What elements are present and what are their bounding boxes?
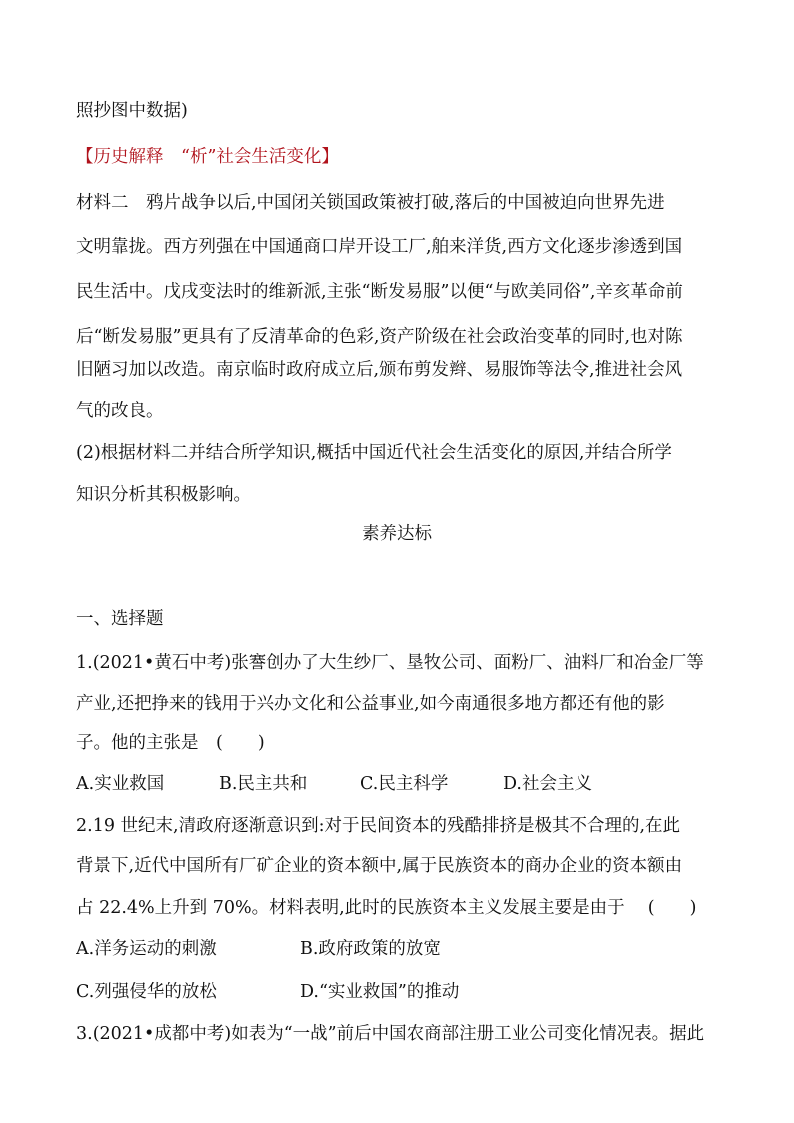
q1-stem-line-3: 子。他的主张是 ( ) [76, 733, 265, 753]
q2-option-a[interactable]: A.洋务运动的刺激 [76, 939, 217, 959]
q1-option-a[interactable]: A.实业救国 [76, 774, 165, 794]
q1-option-b[interactable]: B.民主共和 [219, 774, 308, 794]
q1-stem-line-2: 产业,还把挣来的钱用于兴办文化和公益事业,如今南通很多地方都还有他的影 [76, 694, 665, 714]
q3-stem-line-1: 3.(2021•成都中考)如表为“一战”前后中国农商部注册工业公司变化情况表。据此 [76, 1024, 705, 1044]
q1-stem-line-1: 1.(2021•黄石中考)张謇创办了大生纱厂、垦牧公司、面粉厂、油料厂和冶金厂等 [76, 653, 704, 673]
q2-option-c[interactable]: C.列强侵华的放松 [76, 982, 217, 1002]
q1-option-d[interactable]: D.社会主义 [503, 774, 592, 794]
material-two-line-4: 后“断发易服”更具有了反清革命的色彩,资产阶级在社会政治变革的同时,也对陈 [76, 327, 683, 347]
q2-options-row-2 [76, 979, 718, 1005]
question-2-prompt-line-2: 知识分析其积极影响。 [76, 485, 251, 505]
q1-options [76, 771, 718, 797]
q2-stem-line-3: 占 22.4%上升到 70%。材料表明,此时的民族资本主义发展主要是由于 ( ) [76, 898, 697, 918]
q2-option-b[interactable]: B.政府政策的放宽 [300, 939, 441, 959]
q2-stem-line-1: 2.19 世纪末,清政府逐渐意识到:对于民间资本的残酷排挤是极其不合理的,在此 [76, 816, 681, 836]
section-title-literacy: 素养达标 [362, 524, 432, 544]
material-two-line-6: 气的改良。 [76, 401, 164, 421]
material-two-line-2: 文明靠拢。西方列强在中国通商口岸开设工厂,舶来洋货,西方文化逐步渗透到国 [76, 237, 683, 257]
material-two-line-5: 旧陋习加以改造。南京临时政府成立后,颁布剪发辫、易服饰等法令,推进社会风 [76, 360, 683, 380]
material-two-line-3: 民生活中。戊戌变法时的维新派,主张“断发易服”以便“与欧美同俗”,辛亥革命前 [76, 282, 683, 302]
q2-option-d[interactable]: D.“实业救国”的推动 [300, 982, 460, 1002]
q1-option-c[interactable]: C.民主科学 [360, 774, 449, 794]
q2-options-row-1 [76, 936, 718, 962]
text-line: 照抄图中数据) [76, 101, 188, 121]
section-title-multiple-choice: 一、选择题 [76, 609, 164, 629]
section-heading-history-explanation: 【历史解释 “析”社会生活变化】 [76, 147, 339, 167]
material-two-line-1: 材料二 鸦片战争以后,中国闭关锁国政策被打破,落后的中国被迫向世界先进 [76, 193, 665, 213]
question-2-prompt-line-1: (2)根据材料二并结合所学知识,概括中国近代社会生活变化的原因,并结合所学 [76, 443, 672, 463]
q2-stem-line-2: 背景下,近代中国所有厂矿企业的资本额中,属于民族资本的商办企业的资本额由 [76, 856, 683, 876]
